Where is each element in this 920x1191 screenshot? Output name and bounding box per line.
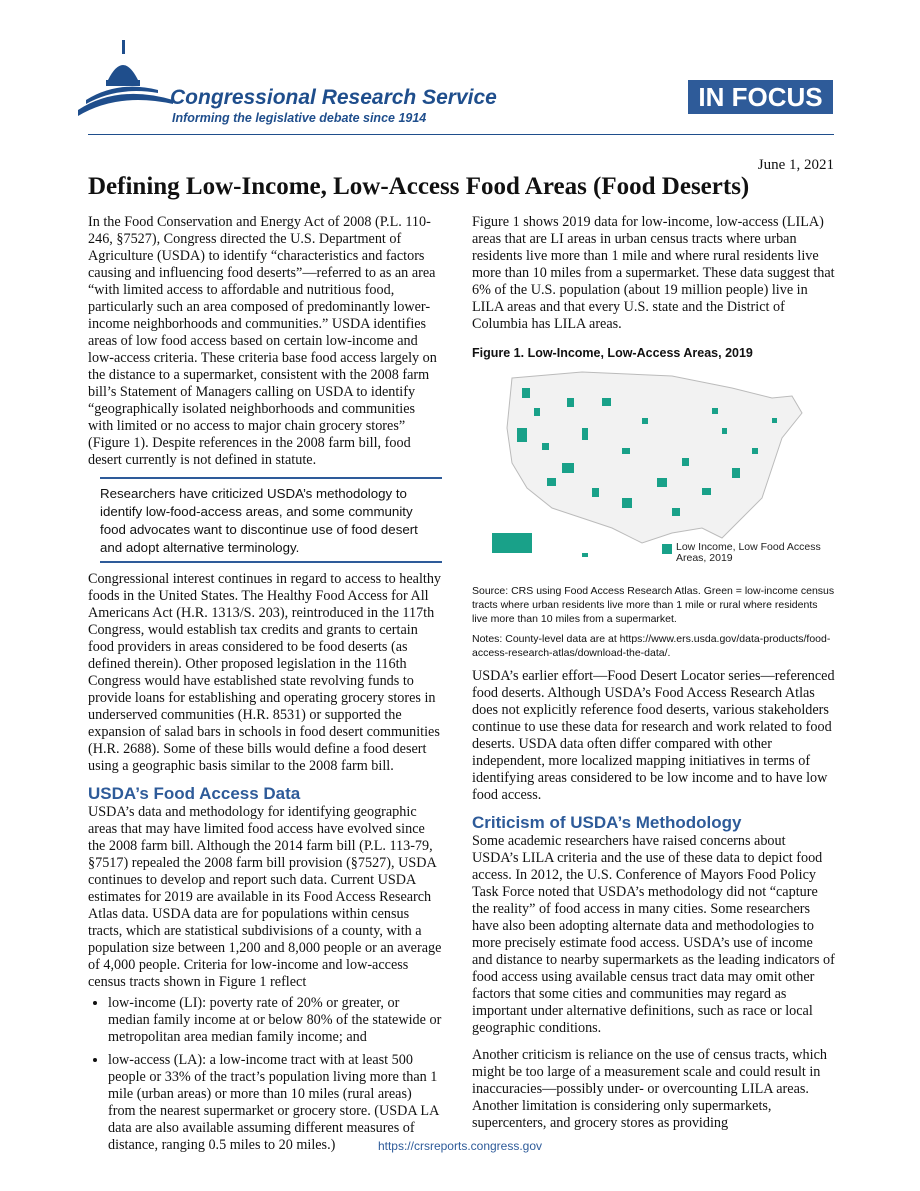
legend-swatch (662, 544, 672, 554)
food-desert-locator-paragraph: USDA’s earlier effort—Food Desert Locator series—referenced food deserts. Although USDA’s Food Access Research Atlas does not explicitly reference food deserts, various stakeholders continue to use these data for research and work related to food deserts. USDA data often differ compared with other independent, more localized mapping initiatives in terms of identifying areas considered to be low income and to have low food access. (472, 668, 835, 803)
right-column (472, 214, 835, 1132)
figure-notes: Notes: County-level data are at https://www.ers.usda.gov/data-products/food-access-research-atlas/download-the-data/. (472, 633, 831, 659)
us-lila-map (472, 368, 835, 578)
criticism-paragraph: Some academic researchers have raised concerns about USDA’s LILA criteria and the use of these data to depict food access. In 2012, the U.S. Conference of Mayors Food Policy Task Force noted that USDA’s methodology did not “capture the reality” of food access in many cities. Some researchers have also been adopting alternate data and methodologies to more precisely estimate food access. USDA’s use of income and distance to nearby supermarkets as the leading indicators of food access using available census tract data may omit other factors that some cities and communities may regard as important under alternative definitions, such as race or local geographic conditions. (472, 833, 835, 1036)
map-legend (662, 542, 835, 564)
section-heading-food-access-data: USDA’s Food Access Data (88, 784, 301, 803)
list-item: • low-access (LA): a low-income tract with at least 500 people or 33% of the tract’s population living more than 1 mile (urban areas) or more than 10 miles (rural areas) from the nearest supermarket or grocery store. (USDA LA data are also available assuming different measures of distance, ranging 0.5 miles to 20 miles.) (108, 1052, 442, 1154)
header (0, 0, 920, 150)
publication-date: June 1, 2021 (757, 157, 834, 173)
figure-title: Figure 1. Low-Income, Low-Access Areas, 2019 (472, 346, 753, 360)
criteria-list (88, 995, 442, 1154)
org-tagline: Informing the legislative debate since 1914 (172, 111, 427, 125)
census-tract-paragraph: Another criticism is reliance on the use of census tracts, which might be too large of a measurement scale and could result in inaccuracies—possibly under- or overcounting LILA areas. Another limitation is considering only supermarkets, supercenters, and grocery stores as providing (472, 1047, 827, 1131)
food-access-paragraph: USDA’s data and methodology for identifying geographic areas that may have limited food access have evolved since the 2008 farm bill. Although the 2014 farm bill (P.L. 113-79, §7517) repealed the 2008 farm bill provision (§7527), USDA continues to develop and report such data. Current USDA estimates for 2019 are available in its Food Access Research Atlas data. USDA data are for populations within census tracts, which are statistical subdivisions of a county, with a population size between 1,200 and 8,000 people or an average of 4,000 people. Criteria for low-income and low-access census tracts shown in Figure 1 reflect (88, 804, 442, 990)
callout-box: Researchers have criticized USDA’s methodology to identify low-food-access areas, and some community food advocates want to discontinue use of food desert and adopt alternative terminology. (100, 477, 442, 563)
legend-label: Low Income, Low Food Access Areas, 2019 (676, 541, 821, 564)
congressional-interest-paragraph: Congressional interest continues in regard to access to healthy foods in the United States. The Healthy Food Access for All Americans Act (H.R. 1313/S. 203), reintroduced in the 117th Congress, would establish tax credits and grants to certain food providers in areas considered to be food deserts (as defined therein). Other proposed legislation in the 116th Congress would have established state revolving funds to provide loans for establishing and operating grocery stores in underserved communities (H.R. 8531) or supported the expansion of salad bars in schools in food desert communities (H.R. 2688). Some of these bills would define a food desert using a geographic basis similar to the 2008 farm bill. (88, 571, 442, 774)
intro-paragraph: In the Food Conservation and Energy Act of 2008 (P.L. 110-246, §7527), Congress directed the U.S. Department of Agriculture (USDA) to identify “characteristics and factors causing and influencing food deserts”—referred to as an area “with limited access to affordable and nutritious food, particularly such an area composed of predominantly lower-income neighborhoods and communities.” USDA identifies areas of low food access based on certain low-income and low-access criteria. These criteria base food access largely on the distance to a supermarket, consistent with the 2008 farm bill’s Statement of Managers calling on USDA to identify “geographically isolated neighborhoods and communities with limited or no access to major chain grocery stores” (Figure 1). Despite references in the 2008 farm bill, food desert currently is not defined in statute. (88, 214, 437, 468)
capitol-dome-icon (78, 40, 173, 120)
left-column (88, 214, 442, 1160)
section-heading-criticism: Criticism of USDA’s Methodology (472, 813, 742, 832)
list-item: • low-income (LI): poverty rate of 20% or greater, or median family income at or below 80% of the statewide or metropolitan area median family income; and (108, 995, 442, 1046)
figure-source: Source: CRS using Food Access Research Atlas. Green = low-income census tracts where urban residents live more than 1 mile or rural where residents live more than 10 miles from a supermarket. (472, 585, 835, 625)
in-focus-badge: IN FOCUS (688, 80, 833, 114)
figure-intro-paragraph: Figure 1 shows 2019 data for low-income, low-access (LILA) areas that are LI areas in urban census tracts where urban residents live more than 1 mile and where rural residents live more than 10 miles from a supermarket. These data suggest that 6% of the U.S. population (about 19 million people) live in LILA areas and that every U.S. state and the District of Columbia has LILA areas. (472, 214, 835, 332)
org-name: Congressional Research Service (170, 86, 497, 109)
footer-url[interactable]: https://crsreports.congress.gov (377, 1139, 543, 1153)
header-rule (88, 134, 834, 135)
page-title: Defining Low-Income, Low-Access Food Areas (Food Deserts) (88, 173, 750, 200)
